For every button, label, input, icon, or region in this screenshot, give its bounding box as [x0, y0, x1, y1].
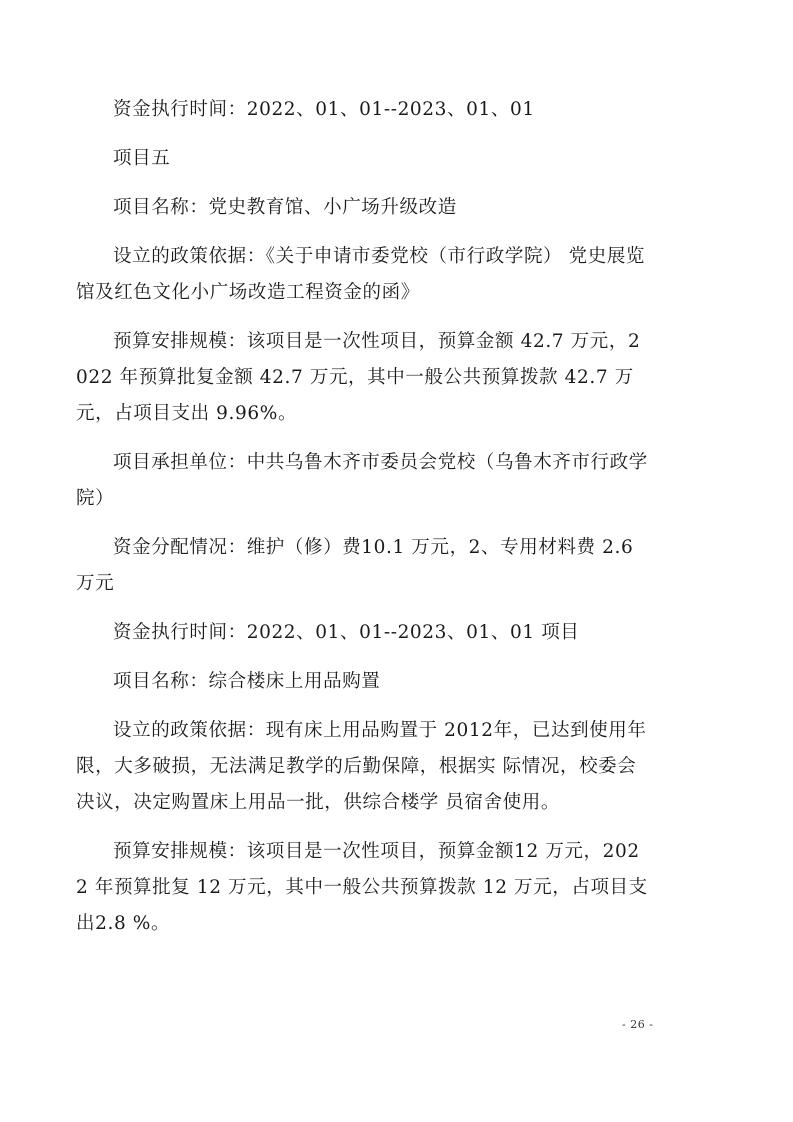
paragraph-fund-execution-time-1: 资金执行时间：2022、01、01--2023、01、01: [113, 99, 535, 120]
page-number: - 26 -: [622, 1018, 654, 1031]
paragraph-fund-execution-time-2: 资金执行时间：2022、01、01--2023、01、01 项目: [113, 622, 580, 643]
paragraph-budget-scale-1: 预算安排规模：该项目是一次性项目，预算金额 42.7 万元，2022 年预算批复金额 42.7 万元，其中一般公共预算拨款 42.7 万元，占项目支出 9.96%。: [76, 331, 641, 424]
paragraph-policy-basis-2: 设立的政策依据：现有床上用品购置于 2012年，已达到使用年限，大多破损，无法满足教学的后勤保障，根据实 际情况，校委会决议，决定购置床上用品一批，供综合楼学 员宿舍使用。: [76, 720, 647, 813]
paragraph-fund-allocation: 资金分配情况：维护（修）费10.1 万元，2、专用材料费 2.6 万元: [76, 537, 634, 594]
paragraph-budget-scale-2: 预算安排规模：该项目是一次性项目，预算金额12 万元，2022 年预算批复 12 万元，其中一般公共预算拨款 12 万元，占项目支出2.8 %。: [76, 841, 648, 934]
paragraph-undertaking-unit: 项目承担单位：中共乌鲁木齐市委员会党校（乌鲁木齐市行政学院）: [76, 452, 648, 509]
paragraph-policy-basis-1: 设立的政策依据：《关于申请市委党校（市行政学院） 党史展览馆及红色文化小广场改造工程资金的函》: [76, 246, 646, 303]
paragraph-project-five-heading: 项目五: [113, 148, 171, 169]
paragraph-project-name-1: 项目名称：党史教育馆、小广场升级改造: [113, 197, 457, 218]
document-body: [76, 92, 648, 955]
paragraph-project-name-2: 项目名称：综合楼床上用品购置: [113, 671, 381, 692]
